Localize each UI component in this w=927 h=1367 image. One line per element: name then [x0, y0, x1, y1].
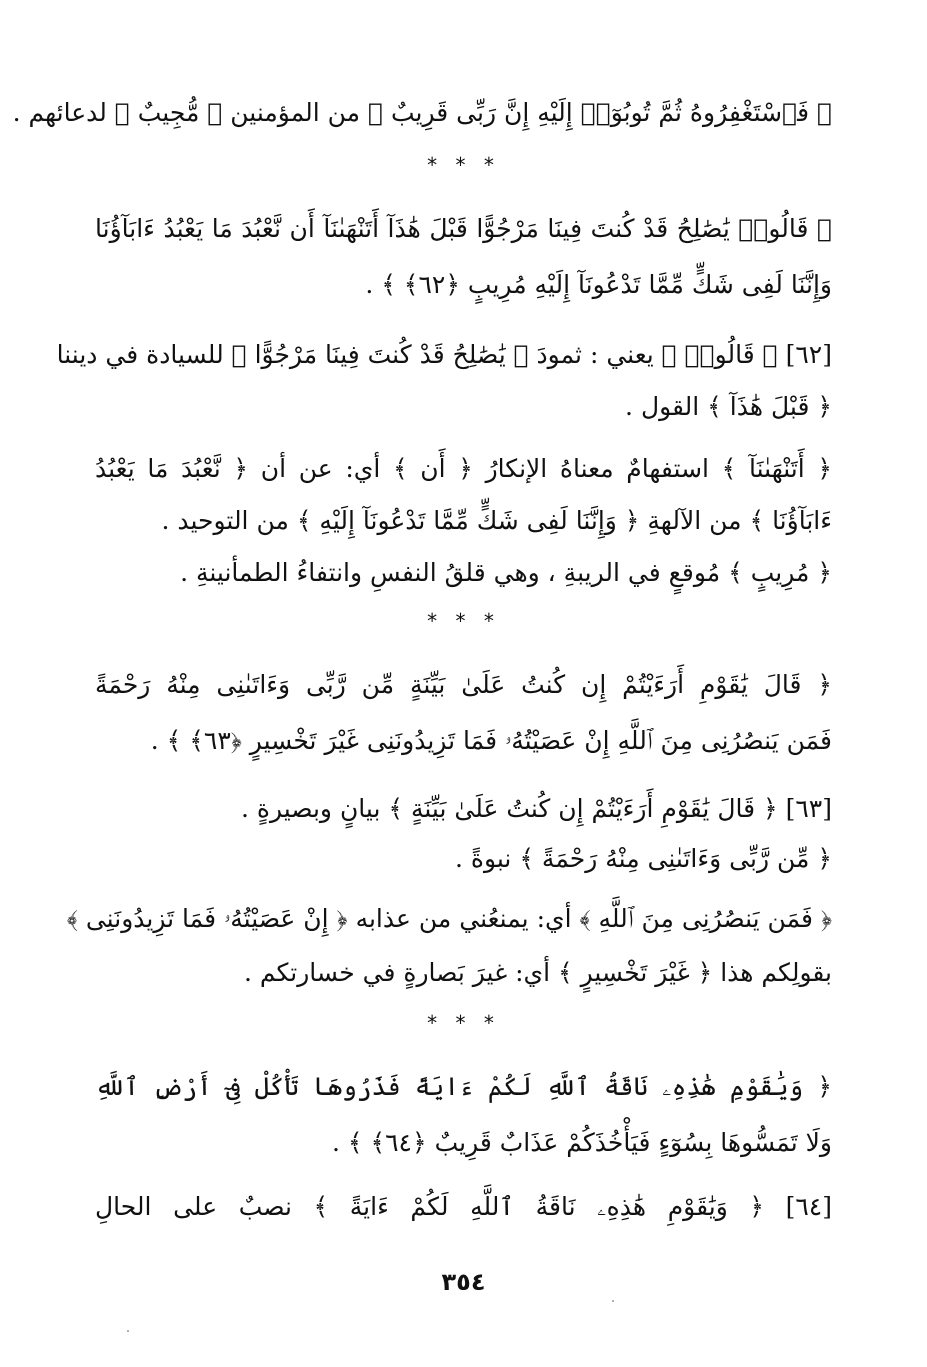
- commentary-line-63c: ﴿ فَمَن يَنصُرُنِى مِنَ ٱللَّهِ ﴾ أي: يمنعُني من عذابه ﴿ إِنْ عَصَيْتُهُۥ فَمَا تَزِيدُونَنِى ﴾: [66, 904, 832, 933]
- page-number: ٣٥٤: [441, 1268, 486, 1296]
- commentary-line-62c: ﴿ أَتَنْهَىٰنَآ ﴾ استفهامٌ معناهُ الإنكارُ ﴿ أَن ﴾ أي: عن أن ﴿ نَّعْبُدَ مَا يَعْبُدُ: [95, 454, 832, 483]
- section-separator-2: * * *: [427, 609, 500, 633]
- scan-speck: [127, 1330, 129, 1332]
- verse-line-64a: ﴿ وَيَٰقَوْمِ هَٰذِهِۦ نَاقَةُ ٱللَّهِ لَكُمْ ءَايَةً فَذَرُوهَا تَأْكُلْ فِىٓ أَرْضِ ٱللَّهِ: [95, 1072, 832, 1101]
- commentary-line-64a: [٦٤] ﴿ وَيَٰقَوْمِ هَٰذِهِۦ نَاقَةُ ٱللَّهِ لَكُمْ ءَايَةً ﴾ نصبٌ على الحالِ: [95, 1192, 832, 1221]
- commentary-line-62b: ﴿ قَبْلَ هَٰذَآ ﴾ القول .: [625, 392, 832, 421]
- verse-line-62a: ﴿ قَالُوا۟ يَٰصَٰلِحُ قَدْ كُنتَ فِينَا مَرْجُوًّا قَبْلَ هَٰذَآ أَتَنْهَىٰنَآ أَن نَّعْبُدَ مَا يَعْبُدُ ءَابَآؤُنَا: [95, 214, 832, 243]
- verse-line-63b: فَمَن يَنصُرُنِى مِنَ ٱللَّهِ إِنْ عَصَيْتُهُۥ فَمَا تَزِيدُونَنِى غَيْرَ تَخْسِيرٍ ﴿٦٣﴾ ﴾ .: [150, 726, 832, 755]
- section-separator-3: * * *: [427, 1011, 500, 1035]
- section-separator-1: * * *: [427, 153, 500, 177]
- commentary-line-62d: ءَابَآؤُنَا ﴾ من الآلهةِ ﴿ وَإِنَّنَا لَفِى شَكٍّ مِّمَّا تَدْعُونَآ إِلَيْهِ ﴾ من التوحيد .: [161, 506, 832, 535]
- commentary-line-63b: ﴿ مِّن رَّبِّى وَءَاتَىٰنِى مِنْهُ رَحْمَةً ﴾ نبوةً .: [454, 844, 832, 873]
- commentary-line-63d: بقولِكم هذا ﴿ غَيْرَ تَخْسِيرٍ ﴾ أي: غيرَ بَصارةٍ في خسارتكم .: [243, 958, 832, 987]
- commentary-line-62a: [٦٢] ﴿ قَالُوا۟ ﴾ يعني : ثمودَ ﴿ يَٰصَٰلِحُ قَدْ كُنتَ فِينَا مَرْجُوًّا ﴾ للسيادة في ديننا: [56, 340, 832, 369]
- text-line-1: ﴿ فَٱسْتَغْفِرُوهُ ثُمَّ تُوبُوٓا۟ إِلَيْهِ إِنَّ رَبِّى قَرِيبٌ ﴾ من المؤمنين ﴿ مُّجِيبٌ ﴾ لدعائهم .: [12, 98, 832, 127]
- verse-line-64b: وَلَا تَمَسُّوهَا بِسُوٓءٍ فَيَأْخُذَكُمْ عَذَابٌ قَرِيبٌ ﴿٦٤﴾ ﴾ .: [331, 1128, 832, 1157]
- verse-line-63a: ﴿ قَالَ يَٰقَوْمِ أَرَءَيْتُمْ إِن كُنتُ عَلَىٰ بَيِّنَةٍ مِّن رَّبِّى وَءَاتَىٰنِى مِنْهُ رَحْمَةً: [95, 670, 832, 699]
- scan-speck: [612, 1300, 614, 1302]
- commentary-line-62e: ﴿ مُرِيبٍ ﴾ مُوقعٍ في الريبةِ ، وهي قلقُ النفسِ وانتفاءُ الطمأنينةِ .: [180, 558, 832, 587]
- commentary-line-63a: [٦٣] ﴿ قَالَ يَٰقَوْمِ أَرَءَيْتُمْ إِن كُنتُ عَلَىٰ بَيِّنَةٍ ﴾ بيانٍ وبصيرةٍ .: [240, 794, 832, 823]
- verse-line-62b: وَإِنَّنَا لَفِى شَكٍّ مِّمَّا تَدْعُونَآ إِلَيْهِ مُرِيبٍ ﴿٦٢﴾ ﴾ .: [365, 270, 832, 299]
